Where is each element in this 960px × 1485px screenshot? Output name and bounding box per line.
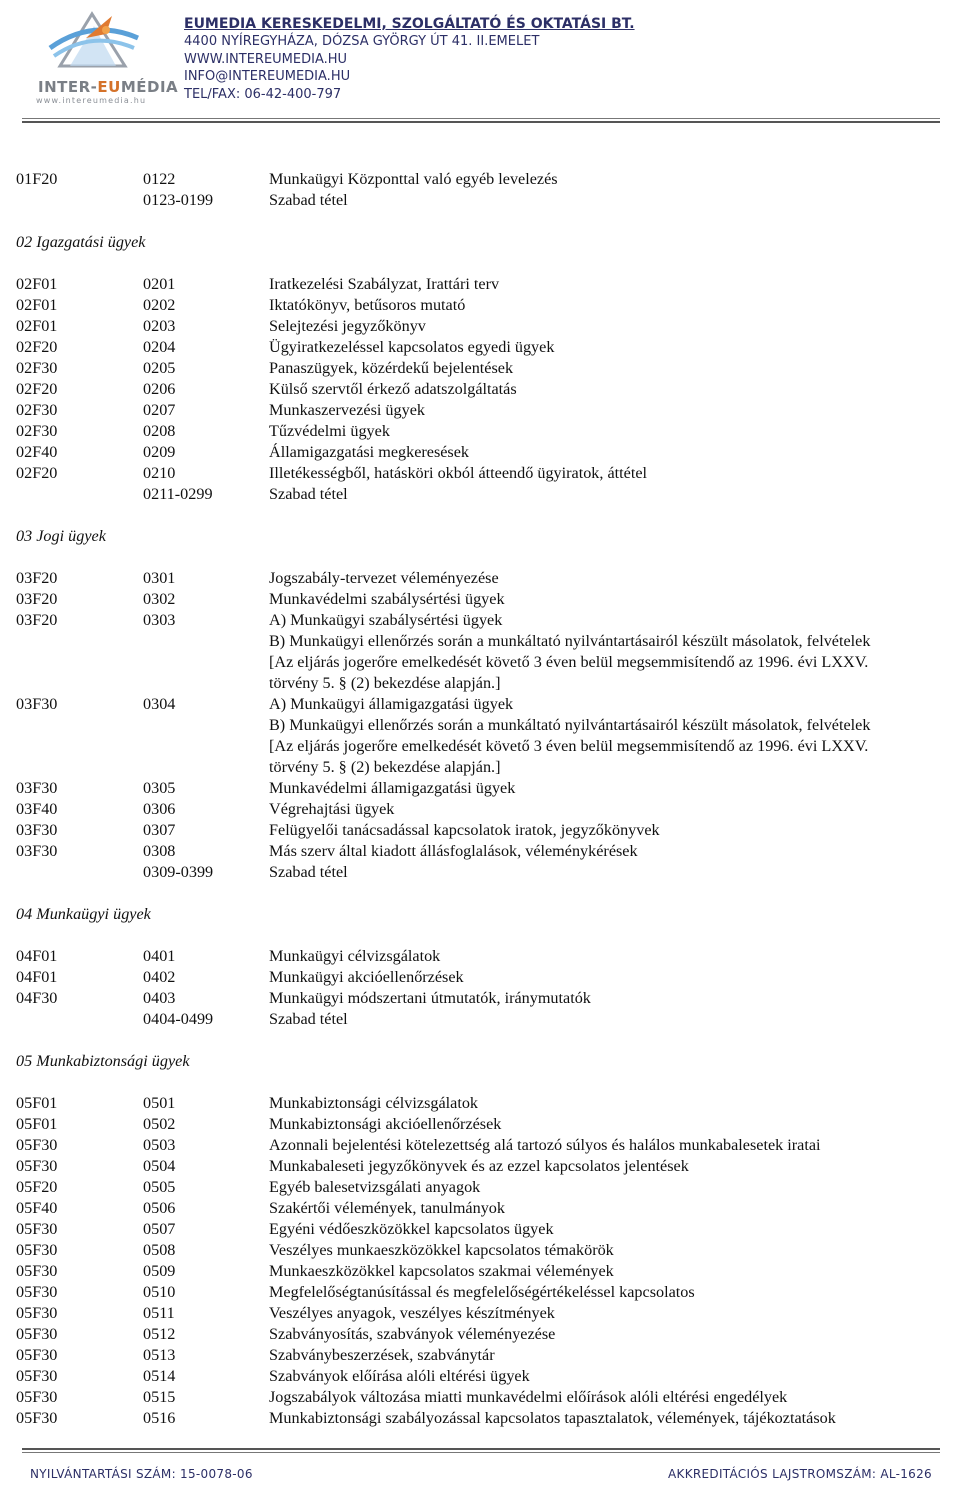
file-plan-row bbox=[16, 1219, 960, 1240]
file-plan-row bbox=[16, 736, 960, 757]
file-plan-row bbox=[16, 694, 960, 715]
item-description: Külső szervtől érkező adatszolgáltatás bbox=[269, 380, 517, 398]
file-plan-row bbox=[16, 820, 960, 841]
item-number: 0502 bbox=[143, 1115, 176, 1133]
item-description: Egyéb balesetvizsgálati anyagok bbox=[269, 1178, 481, 1196]
item-number: 0122 bbox=[143, 170, 176, 188]
file-plan-row bbox=[16, 1303, 960, 1324]
spacer bbox=[16, 883, 960, 904]
file-plan-row bbox=[16, 841, 960, 862]
item-description: Munkaügyi Központtal való egyéb levelezés bbox=[269, 170, 558, 188]
item-description: Iktatókönyv, betűsoros mutató bbox=[269, 296, 466, 314]
retention-code: 05F40 bbox=[16, 1199, 58, 1217]
retention-code: 05F30 bbox=[16, 1136, 58, 1154]
item-number: 0510 bbox=[143, 1283, 176, 1301]
item-number: 0506 bbox=[143, 1199, 176, 1217]
retention-code: 05F30 bbox=[16, 1409, 58, 1427]
item-description: B) Munkaügyi ellenőrzés során a munkáltató nyilvántartásairól készült másolatok, felvételek bbox=[269, 632, 871, 650]
item-number: 0301 bbox=[143, 569, 176, 587]
retention-code: 04F01 bbox=[16, 947, 58, 965]
item-description: Munkavédelmi államigazgatási ügyek bbox=[269, 779, 516, 797]
item-description: Munkaszervezési ügyek bbox=[269, 401, 425, 419]
company-name: EUMEDIA KERESKEDELMI, SZOLGÁLTATÓ ÉS OKTATÁSI BT. bbox=[184, 16, 635, 32]
item-description: Szakértői vélemények, tanulmányok bbox=[269, 1199, 505, 1217]
file-plan-row bbox=[16, 1261, 960, 1282]
retention-code: 05F30 bbox=[16, 1367, 58, 1385]
retention-code: 05F01 bbox=[16, 1094, 58, 1112]
item-description: Veszélyes munkaeszközökkel kapcsolatos témakörök bbox=[269, 1241, 614, 1259]
retention-code: 02F20 bbox=[16, 464, 58, 482]
item-description: B) Munkaügyi ellenőrzés során a munkáltató nyilvántartásairól készült másolatok, felvételek bbox=[269, 716, 871, 734]
registration-number: NYILVÁNTARTÁSI SZÁM: 15-0078-06 bbox=[30, 1467, 253, 1481]
retention-code: 05F30 bbox=[16, 1388, 58, 1406]
item-number: 0304 bbox=[143, 695, 176, 713]
item-number: 0501 bbox=[143, 1094, 176, 1112]
item-number: 0208 bbox=[143, 422, 176, 440]
header-divider bbox=[22, 118, 940, 119]
item-description: Munkabiztonsági szabályozással kapcsolatos tapasztalatok, vélemények, tájékoztatások bbox=[269, 1409, 836, 1427]
item-number: 0123-0199 bbox=[143, 191, 214, 209]
item-description: Végrehajtási ügyek bbox=[269, 800, 395, 818]
item-description: Munkabiztonsági célvizsgálatok bbox=[269, 1094, 479, 1112]
file-plan-row bbox=[16, 1177, 960, 1198]
section-heading: 02 Igazgatási ügyek bbox=[16, 233, 146, 251]
item-number: 0205 bbox=[143, 359, 176, 377]
company-info bbox=[184, 16, 635, 103]
spacer bbox=[16, 547, 960, 568]
item-number: 0207 bbox=[143, 401, 176, 419]
item-description: [Az eljárás jogerőre emelkedését követő 3 éven belül megsemmisítendő az 1996. évi LXXV. bbox=[269, 737, 869, 755]
file-plan-row bbox=[16, 484, 960, 505]
item-number: 0402 bbox=[143, 968, 176, 986]
company-logo bbox=[30, 8, 179, 110]
item-description: Szabad tétel bbox=[269, 863, 348, 881]
item-description: Államigazgatási megkeresések bbox=[269, 443, 470, 461]
item-description: Szabad tétel bbox=[269, 191, 348, 209]
retention-code: 03F30 bbox=[16, 842, 58, 860]
file-plan-row bbox=[16, 400, 960, 421]
file-plan-row bbox=[16, 715, 960, 736]
retention-code: 05F30 bbox=[16, 1346, 58, 1364]
item-description: A) Munkaügyi szabálysértési ügyek bbox=[269, 611, 503, 629]
file-plan-row bbox=[16, 1198, 960, 1219]
logo-emblem-icon bbox=[30, 8, 155, 78]
item-description: Illetékességből, hatásköri okból átteendő ügyiratok, áttétel bbox=[269, 464, 648, 482]
item-number: 0513 bbox=[143, 1346, 176, 1364]
item-number: 0401 bbox=[143, 947, 176, 965]
retention-code: 03F40 bbox=[16, 800, 58, 818]
section-heading: 03 Jogi ügyek bbox=[16, 527, 106, 545]
section-heading: 04 Munkaügyi ügyek bbox=[16, 905, 151, 923]
item-description: Iratkezelési Szabályzat, Irattári terv bbox=[269, 275, 500, 293]
file-plan-row bbox=[16, 862, 960, 883]
item-description: Szabványbeszerzések, szabványtár bbox=[269, 1346, 495, 1364]
item-number: 0508 bbox=[143, 1241, 176, 1259]
retention-code: 05F30 bbox=[16, 1262, 58, 1280]
item-number: 0211-0299 bbox=[143, 485, 213, 503]
file-plan-row bbox=[16, 358, 960, 379]
file-plan-row bbox=[16, 1093, 960, 1114]
item-description: Szabad tétel bbox=[269, 485, 348, 503]
item-description: Munkaügyi célvizsgálatok bbox=[269, 947, 441, 965]
item-description: A) Munkaügyi államigazgatási ügyek bbox=[269, 695, 514, 713]
item-description: Munkavédelmi szabálysértési ügyek bbox=[269, 590, 505, 608]
retention-code: 01F20 bbox=[16, 170, 58, 188]
file-plan-row bbox=[16, 1408, 960, 1429]
file-plan-row bbox=[16, 1114, 960, 1135]
item-number: 0503 bbox=[143, 1136, 176, 1154]
retention-code: 03F30 bbox=[16, 695, 58, 713]
item-description: Panaszügyek, közérdekű bejelentések bbox=[269, 359, 514, 377]
item-description: Azonnali bejelentési kötelezettség alá tartozó súlyos és halálos munkabalesetek iratai bbox=[269, 1136, 821, 1154]
logo-wordmark: INTER-EUMÉDIA bbox=[38, 78, 179, 96]
retention-code: 04F30 bbox=[16, 989, 58, 1007]
retention-code: 05F30 bbox=[16, 1283, 58, 1301]
item-number: 0206 bbox=[143, 380, 176, 398]
item-number: 0204 bbox=[143, 338, 176, 356]
retention-code: 05F30 bbox=[16, 1157, 58, 1175]
file-plan-row bbox=[16, 442, 960, 463]
retention-code: 02F20 bbox=[16, 380, 58, 398]
item-description: Egyéni védőeszközökkel kapcsolatos ügyek bbox=[269, 1220, 554, 1238]
item-number: 0516 bbox=[143, 1409, 176, 1427]
file-plan-row bbox=[16, 799, 960, 820]
retention-code: 02F01 bbox=[16, 296, 58, 314]
item-description: törvény 5. § (2) bekezdése alapján.] bbox=[269, 674, 501, 692]
item-description: Szabványok előírása alóli eltérési ügyek bbox=[269, 1367, 530, 1385]
file-plan-row bbox=[16, 589, 960, 610]
file-plan-row bbox=[16, 610, 960, 631]
logo-url: www.intereumedia.hu bbox=[36, 96, 147, 105]
company-web[interactable]: WWW.INTEREUMEDIA.HU bbox=[184, 51, 348, 67]
spacer bbox=[16, 925, 960, 946]
retention-code: 02F01 bbox=[16, 317, 58, 335]
item-description: Jogszabályok változása miatti munkavédelmi előírások alóli eltérési engedélyek bbox=[269, 1388, 788, 1406]
company-email[interactable]: INFO@INTEREUMEDIA.HU bbox=[184, 69, 351, 84]
file-plan-row bbox=[16, 421, 960, 442]
item-description: Tűzvédelmi ügyek bbox=[269, 422, 390, 440]
item-number: 0504 bbox=[143, 1157, 176, 1175]
company-phone: TEL/FAX: 06-42-400-797 bbox=[184, 86, 342, 102]
item-number: 0202 bbox=[143, 296, 176, 314]
item-description: Szabad tétel bbox=[269, 1010, 348, 1028]
item-description: Felügyelői tanácsadással kapcsolatok iratok, jegyzőkönyvek bbox=[269, 821, 660, 839]
spacer bbox=[16, 253, 960, 274]
file-plan-row bbox=[16, 1240, 960, 1261]
file-plan-row bbox=[16, 946, 960, 967]
item-description: Megfelelőségtanúsítással és megfelelőségértékeléssel kapcsolatos bbox=[269, 1283, 695, 1301]
file-plan-row bbox=[16, 631, 960, 652]
file-plan-row bbox=[16, 1282, 960, 1303]
item-number: 0511 bbox=[143, 1304, 175, 1322]
item-description: [Az eljárás jogerőre emelkedését követő 3 éven belül megsemmisítendő az 1996. évi LXXV. bbox=[269, 653, 869, 671]
item-number: 0514 bbox=[143, 1367, 176, 1385]
retention-code: 02F30 bbox=[16, 422, 58, 440]
file-plan-row bbox=[16, 463, 960, 484]
item-description: Szabványosítás, szabványok véleményezése bbox=[269, 1325, 556, 1343]
retention-code: 05F30 bbox=[16, 1325, 58, 1343]
letterhead bbox=[0, 0, 960, 122]
retention-code: 02F30 bbox=[16, 401, 58, 419]
retention-code: 04F01 bbox=[16, 968, 58, 986]
footer-divider-thick bbox=[22, 1448, 940, 1450]
item-number: 0404-0499 bbox=[143, 1010, 214, 1028]
company-address: 4400 NYÍREGYHÁZA, DÓZSA GYÖRGY ÚT 41. II.EMELET bbox=[184, 34, 540, 49]
file-plan-row bbox=[16, 1366, 960, 1387]
retention-code: 02F40 bbox=[16, 443, 58, 461]
retention-code: 03F20 bbox=[16, 590, 58, 608]
file-plan-row bbox=[16, 988, 960, 1009]
item-number: 0515 bbox=[143, 1388, 176, 1406]
spacer bbox=[16, 1030, 960, 1051]
retention-code: 05F30 bbox=[16, 1220, 58, 1238]
file-plan-row bbox=[16, 1156, 960, 1177]
file-plan-row bbox=[16, 337, 960, 358]
file-plan-row bbox=[16, 190, 960, 211]
item-number: 0307 bbox=[143, 821, 176, 839]
item-description: Munkabiztonsági akcióellenőrzések bbox=[269, 1115, 502, 1133]
retention-code: 03F20 bbox=[16, 569, 58, 587]
item-description: Selejtezési jegyzőkönyv bbox=[269, 317, 426, 335]
item-number: 0507 bbox=[143, 1220, 176, 1238]
file-plan-row bbox=[16, 778, 960, 799]
item-number: 0309-0399 bbox=[143, 863, 214, 881]
retention-code: 02F01 bbox=[16, 275, 58, 293]
file-plan-row bbox=[16, 379, 960, 400]
item-number: 0305 bbox=[143, 779, 176, 797]
item-number: 0505 bbox=[143, 1178, 176, 1196]
file-plan-row bbox=[16, 967, 960, 988]
item-number: 0303 bbox=[143, 611, 176, 629]
spacer bbox=[16, 211, 960, 232]
retention-code: 02F20 bbox=[16, 338, 58, 356]
file-plan-row bbox=[16, 757, 960, 778]
item-number: 0308 bbox=[143, 842, 176, 860]
file-plan-row bbox=[16, 1387, 960, 1408]
retention-code: 05F01 bbox=[16, 1115, 58, 1133]
item-description: Jogszabály-tervezet véleményezése bbox=[269, 569, 499, 587]
file-plan-row bbox=[16, 295, 960, 316]
retention-code: 05F20 bbox=[16, 1178, 58, 1196]
file-plan-list bbox=[16, 169, 960, 1429]
footer-divider bbox=[22, 1452, 940, 1453]
item-description: Munkaeszközökkel kapcsolatos szakmai vélemények bbox=[269, 1262, 614, 1280]
retention-code: 05F30 bbox=[16, 1241, 58, 1259]
file-plan-row bbox=[16, 1009, 960, 1030]
item-description: Veszélyes anyagok, veszélyes készítmények bbox=[269, 1304, 555, 1322]
file-plan-row bbox=[16, 169, 960, 190]
file-plan-row bbox=[16, 652, 960, 673]
file-plan-row bbox=[16, 316, 960, 337]
accreditation-number: AKKREDITÁCIÓS LAJSTROMSZÁM: AL-1626 bbox=[668, 1467, 932, 1481]
retention-code: 03F30 bbox=[16, 821, 58, 839]
retention-code: 05F30 bbox=[16, 1304, 58, 1322]
file-plan-row bbox=[16, 1135, 960, 1156]
item-description: Ügyiratkezeléssel kapcsolatos egyedi ügyek bbox=[269, 338, 555, 356]
item-description: törvény 5. § (2) bekezdése alapján.] bbox=[269, 758, 501, 776]
item-number: 0306 bbox=[143, 800, 176, 818]
file-plan-row bbox=[16, 274, 960, 295]
item-description: Más szerv által kiadott állásfoglalások, véleménykérések bbox=[269, 842, 638, 860]
retention-code: 02F30 bbox=[16, 359, 58, 377]
header-divider-thick bbox=[22, 121, 940, 123]
retention-code: 03F30 bbox=[16, 779, 58, 797]
item-number: 0302 bbox=[143, 590, 176, 608]
item-number: 0210 bbox=[143, 464, 176, 482]
item-number: 0509 bbox=[143, 1262, 176, 1280]
item-number: 0201 bbox=[143, 275, 176, 293]
item-description: Munkaügyi módszertani útmutatók, iránymutatók bbox=[269, 989, 591, 1007]
item-description: Munkaügyi akcióellenőrzések bbox=[269, 968, 464, 986]
item-number: 0512 bbox=[143, 1325, 176, 1343]
file-plan-row bbox=[16, 1324, 960, 1345]
file-plan-row bbox=[16, 1345, 960, 1366]
spacer bbox=[16, 505, 960, 526]
item-description: Munkabaleseti jegyzőkönyvek és az ezzel kapcsolatos jelentések bbox=[269, 1157, 689, 1175]
section-heading: 05 Munkabiztonsági ügyek bbox=[16, 1052, 190, 1070]
item-number: 0203 bbox=[143, 317, 176, 335]
item-number: 0403 bbox=[143, 989, 176, 1007]
file-plan-row bbox=[16, 673, 960, 694]
spacer bbox=[16, 1072, 960, 1093]
item-number: 0209 bbox=[143, 443, 176, 461]
retention-code: 03F20 bbox=[16, 611, 58, 629]
file-plan-row bbox=[16, 568, 960, 589]
